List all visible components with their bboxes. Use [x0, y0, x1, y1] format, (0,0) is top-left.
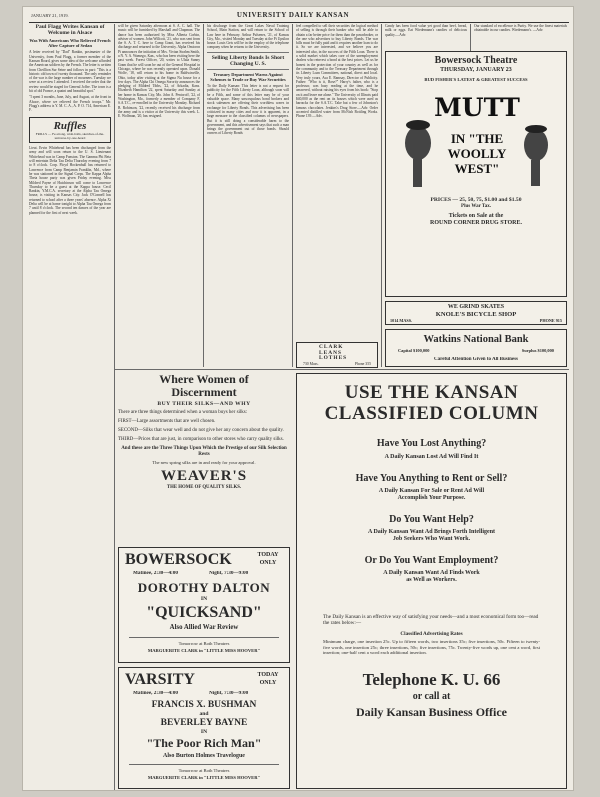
bowersock-coming-attraction: MARGUERITE CLARK in "LITTLE MISS HOOVER" [147, 649, 261, 653]
knoles-address: 1014 MASS. [390, 319, 413, 323]
classified-description: The Daily Kansan is an effective way of satisfying your needs—and a most economical form too—read the rates below:— [323, 614, 539, 627]
weavers-store-subtitle: THE HOME OF QUALITY SILKS. [166, 484, 242, 490]
knoles-shop-name: KNOLE'S BICYCLE SHOP [435, 311, 517, 318]
watkins-bank-name: Watkins National Bank [423, 334, 529, 345]
purity-ad: Our standard of excellence is Purity. We use the finest materials obtainable in our candies. Wiedemann's. —Adv. [474, 24, 567, 33]
discernment-title-2: Discernment [171, 385, 237, 399]
bowersock-today-label: TODAY [257, 552, 279, 558]
varsity-today-ad [118, 667, 290, 789]
liberty-bonds-subhead: Treasury Department Warns Against Schemes to Trade or Buy War Securities [210, 72, 286, 83]
tickets-on-sale: Tickets on Sale at the [448, 213, 504, 219]
clark-line-2: LEANS [319, 349, 342, 356]
weavers-store-name: WEAVER'S [160, 467, 248, 484]
paul-flagg-body-2: "I spent 3 months, June, July, and August, at the front in Alsace, where we relieved the French troops." Mr. Flagg's address is Y. M. C. A., A. P. O. 714, American E. F. [29, 95, 111, 113]
varsity-coming-attraction: MARGUERITE CLARK in "LITTLE MISS HOOVER" [147, 776, 261, 780]
telephone-ku-66: Telephone K. U. 66 [362, 670, 501, 690]
help-answer-1: A Daily Kansan Want Ad Brings Forth Intelligent [367, 529, 496, 535]
paul-flagg-subhead: Was With Americans Who Relieved French After Capture of Sedan [29, 38, 111, 49]
round-corner-drug-store: ROUND CORNER DRUG STORE. [430, 220, 522, 226]
clark-address: 730 Mass. [303, 362, 319, 366]
varsity-night-time: Night, 7:30—9:00 [209, 691, 249, 696]
varsity-theater-name: VARSITY [125, 671, 195, 688]
liberty-bonds-body: To the Daily Kansan: This letter is not a request for publicity for the Fifth Liberty Loan, although soon will be a Fifth, and some of this letter may be of your valuable space. Many unscrupulous bond brokers and stock salesmen are offering their worthless wares in exchange for Liberty Bonds. This advertising has been criticized in many cities and now it is apparent, in a large measure to the classified columns of newspapers. But it is still doing a considerable harm to the government, and this advertisement says that such a man brings the government out of those bonds. Should owners of Liberty Bonds [207, 84, 289, 136]
rent-sell-answer-2: Accomplish Your Purpose. [397, 495, 466, 501]
employment-answer-1: A Daily Kansan Want Ad Finds Work [383, 570, 480, 576]
bowersock-night-time: Night, 7:30—9:00 [209, 571, 249, 576]
rent-sell-answer-1: A Daily Kansan For Sale or Rent Ad Will [378, 488, 485, 494]
paul-flagg-body: A letter received by "Dad" Rankin, postmaster of the University, from Paul Flagg, a former member of the Kansan Board, gives some idea of the welcome afforded the American soldiers by the French. The letter is written from Cheillion Sur Seine and follows in part: "This is a historic old town of twenty thousand. The only reminder of the war is the large number of mourners. Tuesday we were at a review I attended. I received the order that the review would be staged for General Joffre. The town is a bit of old France, a quaint and beautiful spot." [29, 50, 111, 94]
clark-line-1: CLARK [319, 344, 344, 350]
bowersock-tomorrow: Tomorrow at Both Theatres [178, 642, 230, 646]
lost-question: Have You Lost Anything? [376, 438, 487, 449]
dorothy-dalton: DOROTHY DALTON [137, 580, 271, 595]
bowersock-in-label: IN [200, 596, 208, 602]
column-4 [296, 24, 378, 364]
grind-skates: WE GRIND SKATES [447, 304, 505, 310]
clark-line-3: LOTHES [319, 355, 348, 362]
bowersock-mutt-jeff-ad [385, 51, 567, 297]
bowersock-only-label: ONLY [259, 560, 277, 566]
bowersock-theatre-name: Bowersock Theatre [434, 55, 518, 66]
discernment-intro: There are three things determined when a woman buys her silks: [118, 410, 248, 415]
business-office: Daily Kansan Business Office [355, 705, 508, 720]
knoles-bicycle-ad [385, 301, 567, 325]
paul-flagg-headline: Paul Flagg Writes Kansan of Welcome in Alsace [35, 24, 105, 37]
discernment-second: SECOND—Silks that wear well and do not give her any concern about the quality. [118, 428, 284, 433]
new-silks-note: The new spring silks are in and ready for your approval. [152, 460, 256, 465]
bank-slogan: Careful Attention Given to All Business [434, 357, 518, 362]
candy-ad: Candy has been food value yet good than beef, bread, milk or eggs. Eat Wiedemann's candies of delicious quality.—Adv. [385, 24, 467, 37]
or-call-at: or call at [412, 691, 451, 703]
kansan-classified-ad [296, 373, 567, 789]
knoles-phone: PHONE 915 [539, 319, 562, 323]
show-tagline: BUD FISHER'S LATEST & GREATEST SUCCESS [424, 77, 528, 82]
column-3 [207, 24, 289, 364]
rates-title: Classified Advertising Rates [400, 630, 463, 637]
varsity-in-label: IN [200, 729, 208, 735]
masthead: UNIVERSITY DAILY KANSAN [236, 11, 350, 19]
quicksand-title: "QUICKSAND" [146, 604, 262, 621]
employment-question: Or Do You Want Employment? [364, 555, 499, 566]
help-answer-2: Job Seekers Who Want Work. [392, 536, 471, 542]
burton-holmes-travelogue: Also Burton Holmes Travelogue [163, 753, 245, 759]
classified-title-1: USE THE KANSAN [344, 382, 519, 403]
bank-surplus: Surplus $100,000 [521, 349, 554, 353]
rates-text: Minimum charge, one insertion 25c. Up to fifteen words, two insertions 35c; five insertions, 50c. Fifteen to twenty-five words, one insertion 25c; three insertions, 50c; five insertions, 75c. Twenty-five words up, one cent a word, first insertion; one-half cent a word each additional insertion. [323, 638, 540, 656]
newspaper-page [22, 6, 574, 791]
ruffles-title: Ruffles [53, 119, 87, 132]
column-1 [29, 24, 111, 791]
beverley-bayne: BEVERLEY BAYNE [160, 718, 248, 728]
ruffles-box [29, 117, 111, 144]
help-question: Do You Want Help? [389, 514, 474, 525]
liberty-bonds-headline: Selling Liberty Bonds Is Short Changing U. S. [211, 54, 285, 67]
watkins-bank-ad [385, 329, 567, 367]
column-4-body: feel compelled to sell their securities the logical method of selling is through their banker who will be able to obtain a far better price for them than the pawnbroker, or the one who advertises to buy Liberty Bonds. The war bills must be fully paid and it requires another loan to do it. So we are interested, and we believe you are interested also, in the success of the Fifth Loan. There is a solid market which takes care of the unemployment dealers who reinvest a bond at the best prices. Let us be honest in the protection of your country as well as for the community and to the Treasury Department through its Liberty Loan Committees, national, direct and local. Very truly yours, Asa E. Ramsay, Director of Publicity. Father: "Who is it, Rose?" Harry's father, who is a professor, was busy reading at the time, and he answered, without raising his eyes from his book: "Stop on it and leave me alone." The University of Illinois paid $40,000 as the rent on its houses which were used as barracks for the S.A.T.C. Take but a few of Johnston's famous chocolates. Jenkins's Drug Store.—Adv. Order accented distilled water from McNish Bottling Works. Phone 139.—Adv. [296, 24, 378, 119]
classified-title-2: CLASSIFIED COLUMN [324, 403, 539, 424]
society-notes: Lieut. Ervin Whitehead has been discharged from the army and will soon return to the U. S. Lieutenant Whitehead was in Camp Funston. The Gamma Phi Beta will entertain Delta Tau Delta Thursday evening from 7 to 8 o'clock. Corp. Floyd Hockenhull has returned to Lawrence from Camp Benjamin Franklin, Md., where he was stationed in the Signal Corps. The Kappa Alpha Theta house party was given Friday evening. Miss Mildred Payne of Hutchinson will come to Lawrence Thursday to be a guest at the Kappa house. Cecil Rankin, Y.M.C.A. secretary at the Alpha Tau Omega house, is visiting in Kansas City. Jack O'Connell has returned to school after a three years' absence. Alpha Xi Delta will be at home tonight to Alpha Tau Omega from 7 until 8 o'clock. The second ten dances of the year are planned for the first of next week. [29, 146, 111, 215]
varsity-only-label: ONLY [259, 680, 277, 686]
mutt-jeff-title: MUTT [434, 93, 520, 122]
ticket-prices: PRICES — 25, 50, 75, $1.00 and $1.50 [430, 197, 522, 203]
woolly-west-title: IN "THE WOOLLY WEST" [447, 131, 507, 176]
discernment-first: FIRST—Large assortments that are well chosen. [118, 419, 216, 424]
discernment-subtitle: BUY THEIR SILKS—AND WHY [157, 401, 251, 407]
discernment-third: THIRD—Prices that are just, in comparison to other stores who carry quality silks. [118, 437, 284, 442]
clark-clothes-ad [296, 342, 378, 368]
column-2 [118, 24, 200, 364]
employment-answer-2: as Well as Workers. [406, 577, 457, 583]
discernment-closing: And these are the Three Things Upon Which the Prestige of our Silk Selection Rests [121, 446, 287, 457]
column-3-body-top: his discharge from the Great Lakes Naval Training School, Main Station, and will return to the School of Law here in February. Arthur Pulsenes, '21, of Kansas City, Mo., visited Monday and Tuesday at the Pi Upsilon house. Louis Geis will be in the employ of the telephone company when he returns to the University. [207, 24, 289, 50]
weavers-silk-ad [118, 373, 290, 543]
bowersock-matinee-time: Matinee, 2:30—4:00 [133, 571, 178, 576]
rent-sell-question: Have You Anything to Rent or Sell? [355, 473, 508, 484]
show-date: THURSDAY, JANUARY 23 [440, 67, 512, 73]
bowersock-today-theater: BOWERSOCK [125, 551, 232, 568]
clark-phone: Phone 355 [354, 362, 371, 366]
bank-capital: Capital $100,000 [398, 349, 430, 353]
varsity-and-label: and [199, 711, 209, 717]
discernment-title-1: Where Women of [159, 373, 249, 386]
francis-bushman: FRANCIS X. BUSHMAN [151, 700, 257, 710]
varsity-tomorrow: Tomorrow at Both Theatres [178, 769, 230, 773]
poor-rich-man-title: "The Poor Rich Man" [146, 736, 262, 750]
ruffles-subtitle: FRILLS — Fe-strong, wish-balls, sketches-of-the-universe-by-one-heard [35, 131, 105, 140]
lost-answer: A Daily Kansan Lost Ad Will Find It [384, 454, 479, 460]
bowersock-today-ad [118, 547, 290, 663]
column-2-body: will be given Saturday afternoon at S. A. C. hall. The music will be furnished by Marshall and Chapman. The dance has been authorized by Miss Alberta Corbin, adviser of women. John Willcott, '21, who was sent from the S. A. T. C. here to Camp Grant, has received his discharge and returned to the University. Alpha Omicron Pi announces the initiation of Mrs. Vivian Strahm Smith, a N. Y. A. Wamego, Kan., who has been visiting here the past week. Forest Officer, '20, writes to Ulala Sunny Gram that he will soon be out of the General Hospital in Chicago, where he was recently operated upon. Donald Wolfe, '18, will return to his home in Baldwinville, Ohio, today after visiting at the Sigma Nu house for a few days. The Alpha Chi Omega Sorority announces the pledging of Mildred Tibbs, '22, of Arkadia, Kans. Elizabeth Hamilton '22, spent Saturday and Sunday at her home in Kansas City, Mo. John A. Pentcroff, '22, of Washington, Mo., formerly a member of Company F, S.A.T.C., re-enrolled in the University Monday. Richard B. Robinson, '22, recently received his discharge from the army and is a visitor at the University this week. L. E. Wolfman, '20, has resigned. [118, 24, 200, 119]
issue-date: JANUARY 21, 1919. [31, 14, 69, 18]
allied-war-review: Also Allied War Review [169, 624, 239, 631]
mutt-jeff-illustration [386, 85, 566, 193]
war-tax-note: Plus War Tax. [461, 204, 491, 209]
varsity-today-label: TODAY [257, 672, 279, 678]
varsity-matinee-time: Matinee, 2:30—4:00 [133, 691, 178, 696]
